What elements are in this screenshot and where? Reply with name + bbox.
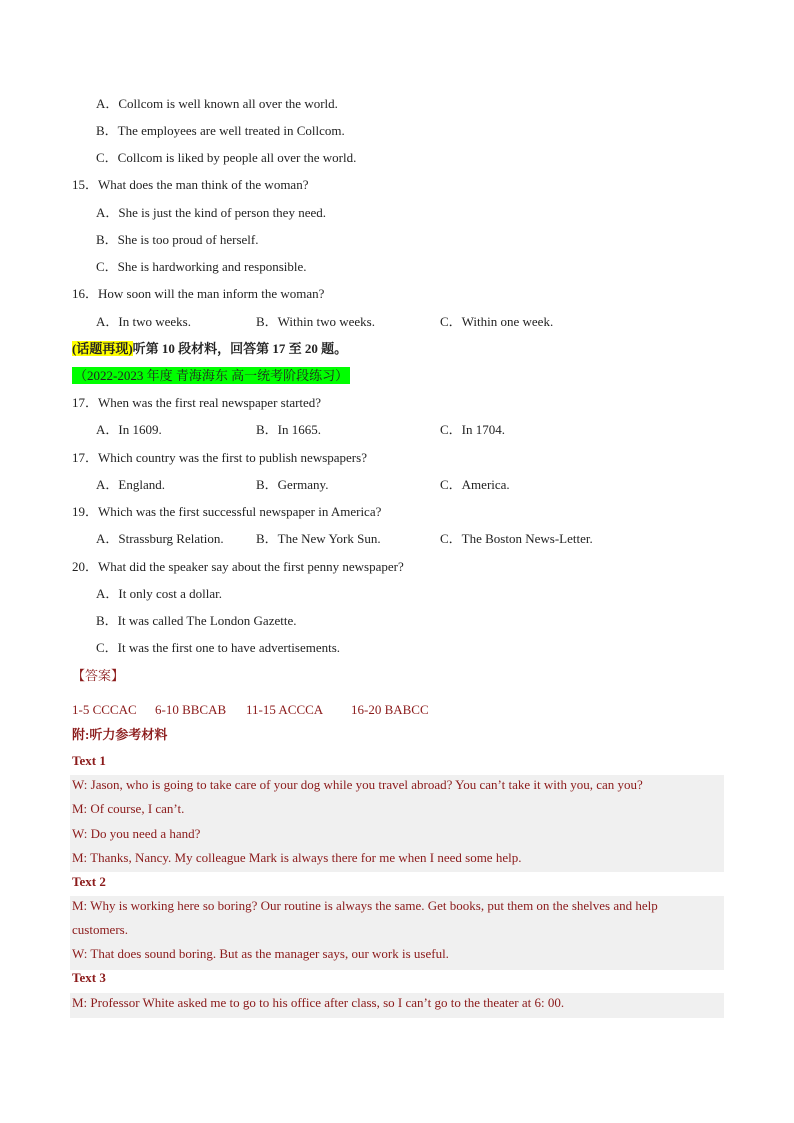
answer-group-4: 16-20 BABCC [351,702,429,717]
instruction-text: 听第 10 段材料，回答第 17 至 20 题。 [132,341,348,356]
text3-line-1: M: Professor White asked me to go to his office after class, so I can’t go to the theater at 6: 00. [72,995,565,1010]
text1-line-3: W: Do you need a hand? [72,826,201,841]
q15-option-b: B．She is too proud of herself. [96,232,259,247]
q17b-option-c: C．America. [440,477,510,492]
q16-option-a: A．In two weeks. [96,314,191,329]
appendix-heading: 附:听力参考材料 [72,727,168,742]
q17a-option-b: B．In 1665. [256,422,322,437]
q20-option-b: B．It was called The London Gazette. [96,613,297,628]
section-instruction [72,340,347,358]
q20-option-a: A．It only cost a dollar. [96,586,223,601]
q17b-option-b: B．Germany. [256,477,329,492]
text2-title: Text 2 [72,874,106,889]
text1-title: Text 1 [72,753,106,768]
text1-line-2: M: Of course, I can’t. [72,801,185,816]
q20-option-c: C．It was the first one to have advertisements. [96,640,341,655]
topic-tag: (话题再现) [72,341,133,356]
source-label [72,367,350,385]
q19-option-b: B．The New York Sun. [256,531,381,546]
q17a-option-c: C．In 1704. [440,422,506,437]
q19-option-a: A．Strassburg Relation. [96,531,224,546]
q17b-option-a: A．England. [96,477,165,492]
q15-option-c: C．She is hardworking and responsible. [96,259,307,274]
text2-line-2: customers. [72,922,128,937]
text2-line-3: W: That does sound boring. But as the manager says, our work is useful. [72,946,449,961]
source-highlight: （2022-2023 年度 青海海东 高一统考阶段练习） [74,368,349,383]
text1-line-4: M: Thanks, Nancy. My colleague Mark is always there for me when I need some help. [72,850,522,865]
answer-group-1: 1-5 CCCAC [72,702,137,717]
q17a-stem: 17．When was the first real newspaper started? [72,395,322,410]
q16-option-c: C．Within one week. [440,314,554,329]
answer-group-3: 11-15 ACCCA [246,702,324,717]
text1-line-1: W: Jason, who is going to take care of your dog while you travel abroad? You can’t take it with you, can you? [72,777,643,792]
q16-option-b: B．Within two weeks. [256,314,375,329]
q15-stem: 15．What does the man think of the woman? [72,177,309,192]
q19-stem: 19．Which was the first successful newspaper in America? [72,504,382,519]
q19-option-c: C．The Boston News-Letter. [440,531,593,546]
q14-option-a: A．Collcom is well known all over the world. [96,96,338,111]
q20-stem: 20．What did the speaker say about the first penny newspaper? [72,559,404,574]
q14-option-c: C．Collcom is liked by people all over the world. [96,150,357,165]
q15-option-a: A．She is just the kind of person they need. [96,205,326,220]
q17b-stem: 17．Which country was the first to publish newspapers? [72,450,367,465]
answer-group-2: 6-10 BBCAB [155,702,227,717]
q17a-option-a: A．In 1609. [96,422,162,437]
answer-heading: 【答案】 [72,668,125,683]
text3-title: Text 3 [72,970,106,985]
text2-line-1: M: Why is working here so boring? Our routine is always the same. Get books, put them on the shelves and help [72,898,658,913]
q16-stem: 16．How soon will the man inform the woman? [72,286,325,301]
q14-option-b: B．The employees are well treated in Collcom. [96,123,345,138]
